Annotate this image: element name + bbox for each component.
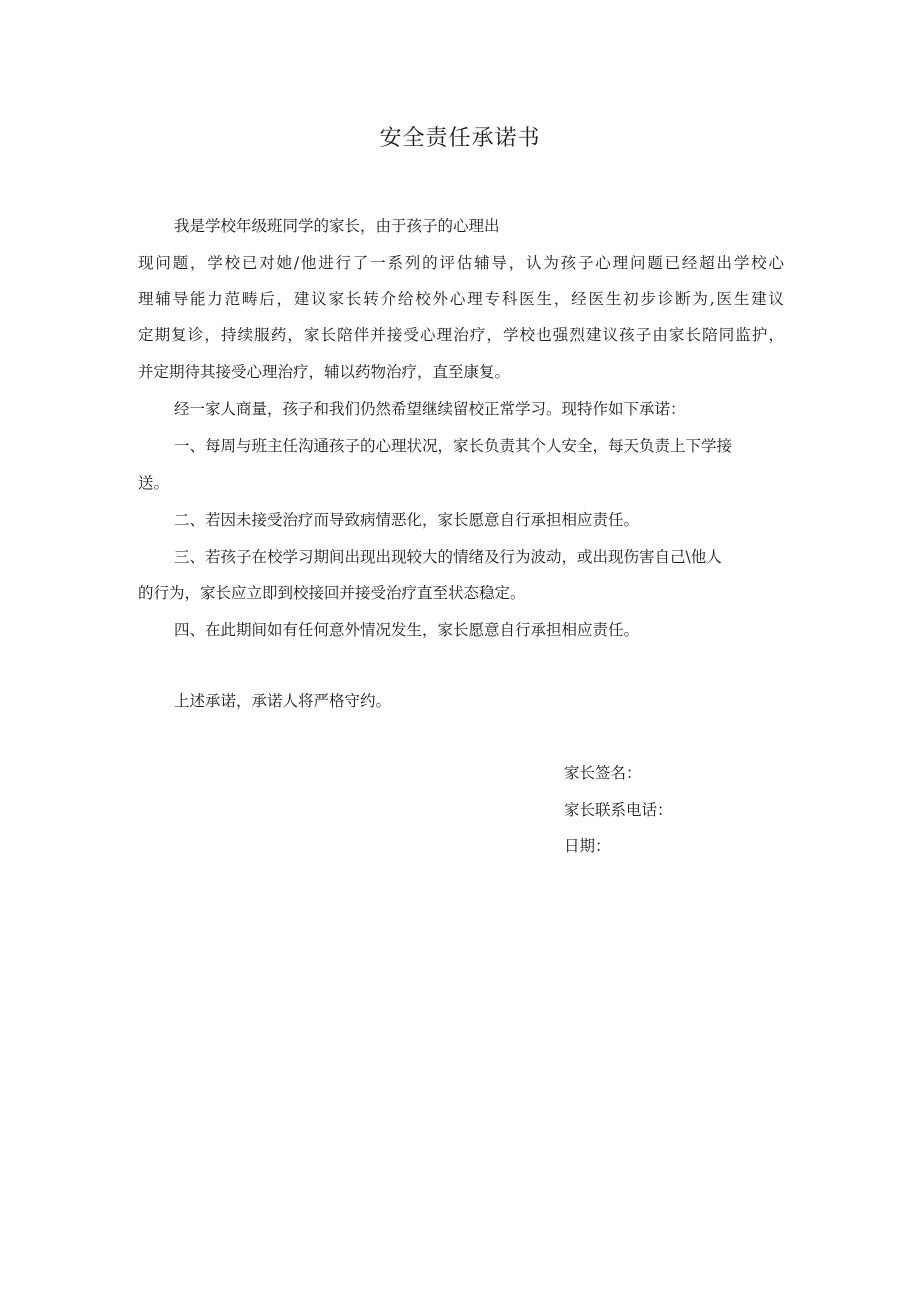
item4: 四、在此期间如有任何意外情况发生，家长愿意自行承担相应责任。 [174,621,640,639]
document-title: 安全责任承诺书 [379,126,541,151]
paragraph1-line5: 并定期待其接受心理治疗，辅以药物治疗，直至康复。 [138,363,511,381]
item3-line1: 三、若孩子在校学习期间出现出现较大的情绪及行为波动，或出现伤害自己\他人 [174,548,722,566]
date-label: 日期： [564,837,611,855]
parent-phone-label: 家长联系电话： [564,801,673,819]
closing-statement: 上述承诺，承诺人将严格守约。 [174,692,392,710]
paragraph1-line1: 我是学校年级班同学的家长，由于孩子的心理出 [174,217,500,235]
item2: 二、若因未接受治疗而导致病情恶化，家长愿意自行承担相应责任。 [174,511,640,529]
paragraph1-line2: 现问题，学校已对她/他进行了一系列的评估辅导，认为孩子心理问题已经超出学校心 [138,254,784,272]
paragraph2: 经一家人商量，孩子和我们仍然希望继续留校正常学习。现特作如下承诺： [174,400,686,418]
item3-line2: 的行为，家长应立即到校接回并接受治疗直至状态稳定。 [138,584,526,602]
item1-line2: 送。 [138,474,170,492]
paragraph1-line4: 定期复诊，持续服药，家长陪伴并接受心理治疗，学校也强烈建议孩子由家长陪同监护， [138,326,784,344]
parent-signature-label: 家长签名： [564,764,642,782]
paragraph1-line3: 理辅导能力范畴后，建议家长转介给校外心理专科医生，经医生初步诊断为,医生建议 [138,290,784,308]
item1-line1: 一、每周与班主任沟通孩子的心理状况，家长负责其个人安全，每天负责上下学接 [174,437,733,455]
